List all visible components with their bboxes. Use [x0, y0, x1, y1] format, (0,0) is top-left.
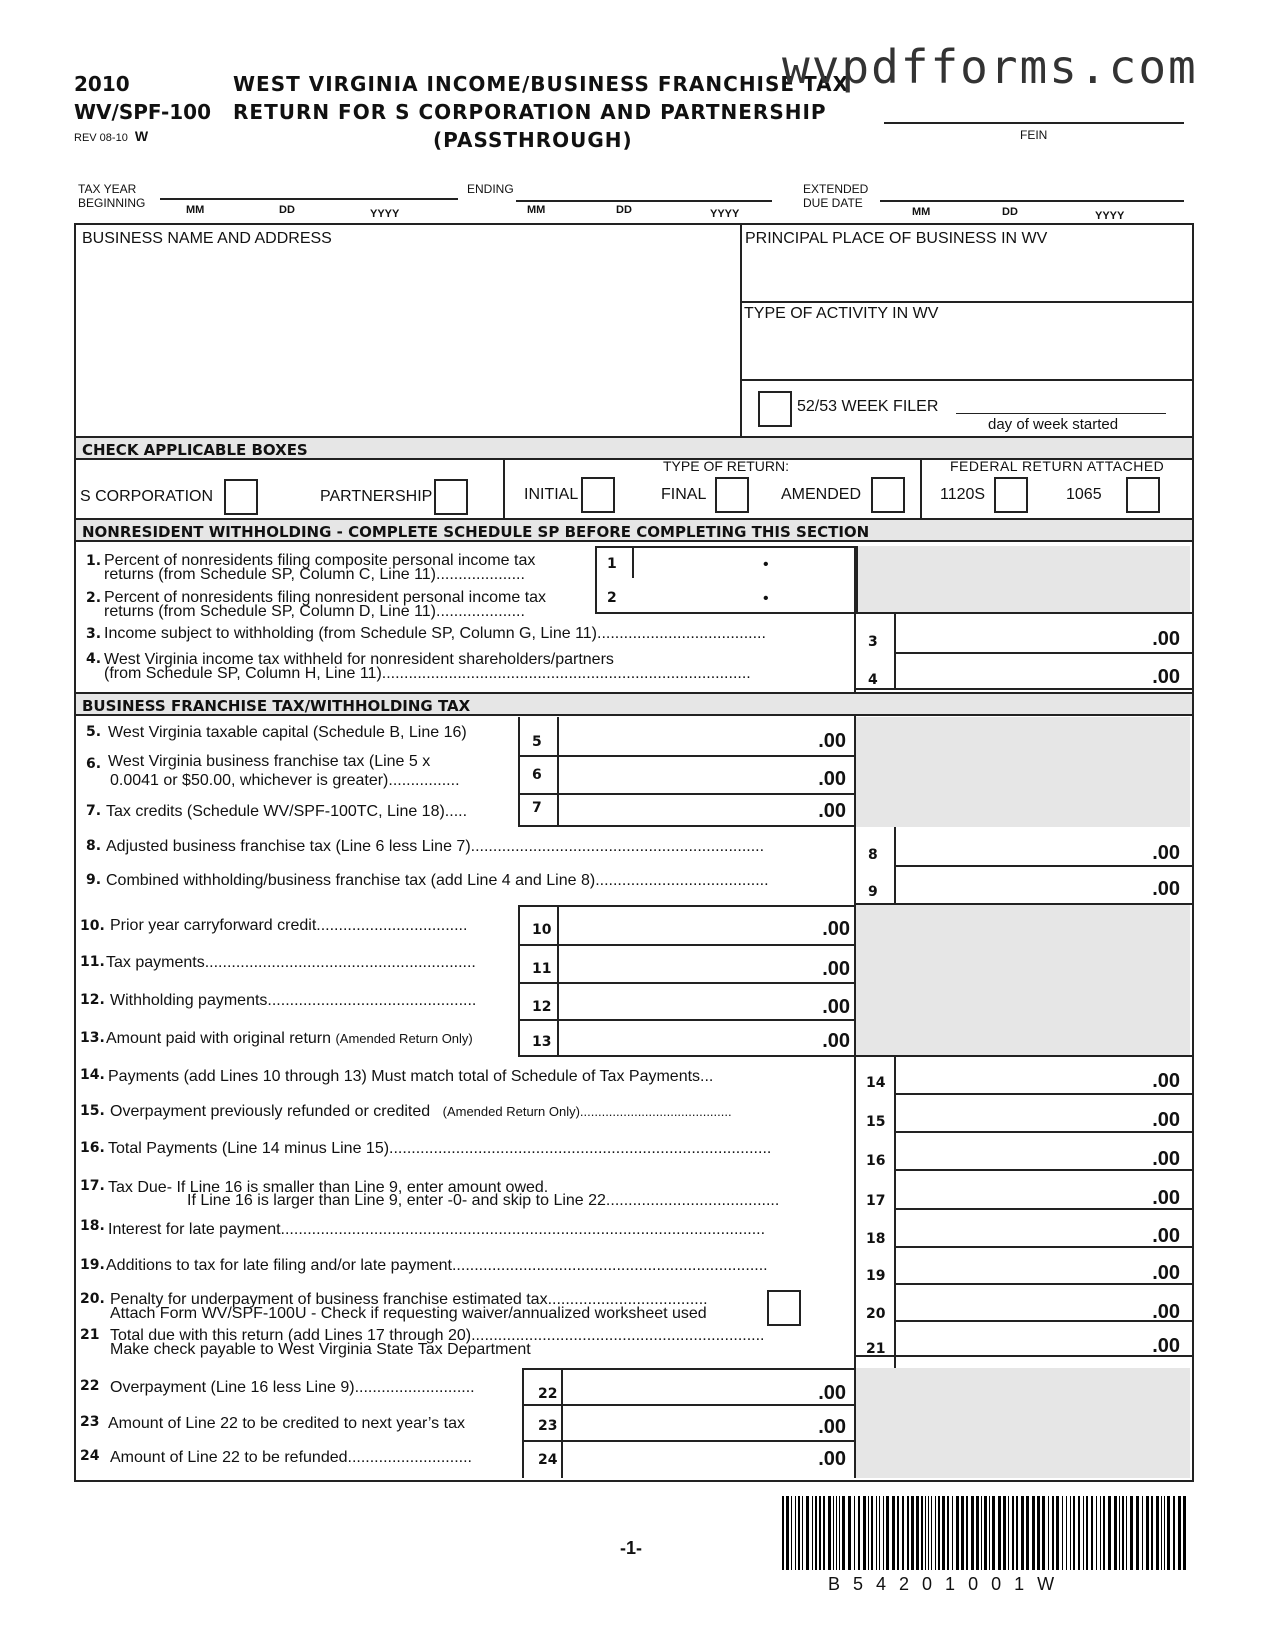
line-15-number: 15.	[80, 1103, 105, 1119]
line-17-text-cont: If Line 16 is larger than Line 9, enter -0- and skip to Line 22.......................................	[187, 1192, 780, 1209]
federal-return-label: FEDERAL RETURN ATTACHED	[950, 458, 1165, 474]
line-23-cents: .00	[818, 1416, 846, 1438]
line-24-cents: .00	[818, 1448, 846, 1470]
line-21-text-cont: Make check payable to West Virginia State Tax Department	[110, 1341, 531, 1358]
ending-dd: DD	[616, 204, 632, 216]
line-12-field[interactable]	[559, 984, 787, 1019]
line-19-field[interactable]	[896, 1248, 1118, 1283]
line-4-field[interactable]	[896, 654, 1118, 688]
line-8-field[interactable]	[896, 827, 1118, 865]
day-started-field[interactable]	[956, 397, 1166, 414]
final-checkbox[interactable]	[715, 477, 749, 513]
line-3-text: Income subject to withholding (from Schedule SP, Column G, Line 11)......................................	[104, 625, 766, 642]
line-11-cents: .00	[822, 958, 850, 980]
line-8-number: 8.	[86, 838, 102, 854]
line-16-number: 16.	[80, 1140, 105, 1156]
box-16-label: 16	[866, 1153, 886, 1169]
line-7-text: Tax credits (Schedule WV/SPF-100TC, Line 18).....	[106, 803, 468, 820]
line-14-cents: .00	[1152, 1070, 1180, 1092]
line-9-cents: .00	[1152, 878, 1180, 900]
initial-checkbox[interactable]	[581, 477, 615, 513]
box-17-label: 17	[866, 1193, 886, 1209]
line-8-cents: .00	[1152, 842, 1180, 864]
line-13-cents: .00	[822, 1030, 850, 1052]
day-started-label: day of week started	[988, 416, 1119, 433]
box-9-label: 9	[868, 884, 878, 900]
line-18-number: 18.	[80, 1218, 105, 1234]
f1120s-label: 1120S	[940, 486, 986, 503]
line-3-cents: .00	[1152, 628, 1180, 650]
extended-dd: DD	[1002, 206, 1018, 218]
watermark: wvpdfforms.com	[782, 40, 1198, 94]
beginning-mm: MM	[186, 204, 205, 216]
line-9-text: Combined withholding/business franchise tax (add Line 4 and Line 8).......................................	[106, 872, 769, 889]
s-corp-label: S CORPORATION	[80, 488, 214, 505]
line-21-cents: .00	[1152, 1335, 1180, 1357]
line-4-number: 4.	[86, 651, 102, 667]
box-23-label: 23	[538, 1418, 558, 1434]
line-17-text: Tax Due- If Line 16 is smaller than Line 9, enter amount owed.	[108, 1179, 549, 1196]
box-19-label: 19	[866, 1268, 886, 1284]
extended-label: EXTENDED	[803, 182, 869, 196]
amended-label: AMENDED	[781, 486, 862, 503]
title-line-3: (PASSTHROUGH)	[433, 128, 633, 152]
franchise-header: BUSINESS FRANCHISE TAX/WITHHOLDING TAX	[76, 692, 1192, 716]
box-6-label: 6	[532, 767, 542, 783]
line-4-cents: .00	[1152, 666, 1180, 688]
line-4-text: West Virginia income tax withheld for nonresident shareholders/partners	[104, 651, 614, 668]
line-9-number: 9.	[86, 872, 102, 888]
extended-due-date-field[interactable]	[880, 182, 1184, 202]
line-20-field[interactable]	[896, 1285, 1118, 1320]
partnership-checkbox[interactable]	[434, 479, 468, 515]
beginning-date-field[interactable]	[160, 180, 458, 200]
line-8-text: Adjusted business franchise tax (Line 6 less Line 7)..................................................................	[106, 838, 765, 855]
line-1-text-cont: returns (from Schedule SP, Column C, Line 11)....................	[104, 566, 525, 583]
line-6-field[interactable]	[559, 757, 785, 793]
box-3-label: 3	[868, 634, 878, 650]
box-15-label: 15	[866, 1114, 886, 1130]
fein-field[interactable]	[884, 102, 1184, 124]
barcode-text: B 5 4 2 0 1 0 0 1 W	[828, 1574, 1056, 1594]
line-18-cents: .00	[1152, 1225, 1180, 1247]
line-10-number: 10.	[80, 918, 105, 934]
box-20-label: 20	[866, 1306, 886, 1322]
check-boxes-header: CHECK APPLICABLE BOXES	[76, 436, 1192, 460]
line-2-decimal: •	[763, 590, 769, 607]
line-2-text: Percent of nonresidents filing nonresident personal income tax	[104, 589, 547, 606]
box-1-label: 1	[607, 556, 617, 572]
line-2-text-cont: returns (from Schedule SP, Column D, Line 11)....................	[104, 603, 525, 620]
nonresident-header: NONRESIDENT WITHHOLDING - COMPLETE SCHEDULE SP BEFORE COMPLETING THIS SECTION	[76, 518, 1192, 542]
line-21-field[interactable]	[896, 1322, 1118, 1355]
box-11-label: 11	[532, 961, 552, 977]
fein-label: FEIN	[1020, 128, 1048, 142]
line-23-text: Amount of Line 22 to be credited to next year’s tax	[108, 1415, 465, 1432]
ending-yyyy: YYYY	[710, 208, 740, 220]
line-18-text: Interest for late payment.............................................................................................................	[108, 1221, 766, 1238]
beginning-label: BEGINNING	[78, 196, 146, 210]
extended-yyyy: YYYY	[1095, 210, 1125, 222]
line-21-text: Total due with this return (add Lines 17 through 20)..................................................................	[110, 1327, 765, 1344]
principal-place-label: PRINCIPAL PLACE OF BUSINESS IN WV	[745, 230, 1048, 247]
line-15-text: Overpayment previously refunded or credited (Amended Return Only)..........................................	[110, 1103, 732, 1120]
beginning-yyyy: YYYY	[370, 208, 400, 220]
line-3-field[interactable]	[896, 614, 1118, 652]
box-7-label: 7	[532, 800, 542, 816]
box-4-label: 4	[868, 672, 878, 688]
amended-checkbox[interactable]	[871, 477, 905, 513]
line-6-text: West Virginia business franchise tax (Line 5 x	[108, 753, 431, 770]
line-15-cents: .00	[1152, 1109, 1180, 1131]
line-11-text: Tax payments.............................................................	[106, 954, 476, 971]
line-19-text: Additions to tax for late filing and/or late payment.......................................................................	[106, 1257, 768, 1274]
box-2-label: 2	[607, 590, 617, 606]
line-13-field[interactable]	[559, 1021, 787, 1055]
title-line-1: WEST VIRGINIA INCOME/BUSINESS FRANCHISE TAX	[233, 72, 850, 96]
week-filer-label: 52/53 WEEK FILER	[797, 398, 939, 415]
line-20-text-cont: Attach Form WV/SPF-100U - Check if requesting waiver/annualized worksheet used	[110, 1305, 707, 1322]
revision-label: REV 08-10 W	[74, 128, 149, 144]
box-13-label: 13	[532, 1034, 552, 1050]
box-21-label: 21	[866, 1341, 886, 1357]
line-5-number: 5.	[86, 724, 102, 740]
line-7-cents: .00	[818, 800, 846, 822]
f1065-checkbox[interactable]	[1126, 477, 1160, 513]
line-6-text-cont: 0.0041 or $50.00, whichever is greater)................	[110, 772, 460, 789]
line-22-cents: .00	[818, 1382, 846, 1404]
line-12-cents: .00	[822, 996, 850, 1018]
line-10-field[interactable]	[559, 907, 787, 944]
line-9-field[interactable]	[896, 867, 1118, 903]
extended-mm: MM	[912, 206, 931, 218]
type-of-return-label: TYPE OF RETURN:	[663, 458, 790, 474]
ending-date-field[interactable]	[516, 182, 772, 202]
line-11-field[interactable]	[559, 946, 787, 982]
business-name-label: BUSINESS NAME AND ADDRESS	[82, 230, 332, 247]
box-22-label: 22	[538, 1386, 558, 1402]
line-23-field[interactable]	[563, 1406, 785, 1440]
box-5-label: 5	[532, 734, 542, 750]
line-6-cents: .00	[818, 768, 846, 790]
line-7-field[interactable]	[559, 795, 785, 825]
beginning-dd: DD	[279, 204, 295, 216]
line-1-number: 1.	[86, 553, 102, 569]
line-14-text: Payments (add Lines 10 through 13) Must match total of Schedule of Tax Payments...	[108, 1068, 714, 1085]
line-5-field[interactable]	[559, 717, 785, 755]
activity-label: TYPE OF ACTIVITY IN WV	[744, 305, 939, 322]
line-2-field[interactable]	[595, 578, 858, 614]
form-id: WV/SPF-100	[74, 100, 212, 124]
box-24-label: 24	[538, 1452, 558, 1468]
box-10-label: 10	[532, 922, 552, 938]
due-date-label: DUE DATE	[803, 196, 863, 210]
line-2-number: 2.	[86, 590, 102, 606]
line-16-text: Total Payments (Line 14 minus Line 15)......................................................................................	[108, 1140, 772, 1157]
line-22-field[interactable]	[563, 1370, 785, 1404]
line-19-cents: .00	[1152, 1262, 1180, 1284]
line-12-text: Withholding payments...............................................	[110, 992, 477, 1009]
line-3-number: 3.	[86, 626, 102, 642]
box-12-label: 12	[532, 999, 552, 1015]
line-14-field[interactable]	[896, 1057, 1118, 1093]
ending-mm: MM	[527, 204, 546, 216]
line-24-number: 24	[80, 1448, 100, 1464]
line-22-text: Overpayment (Line 16 less Line 9)...........................	[110, 1379, 475, 1396]
line-1-field[interactable]	[595, 546, 858, 582]
f1120s-checkbox[interactable]	[994, 477, 1028, 513]
box-18-label: 18	[866, 1231, 886, 1247]
ending-label: ENDING	[467, 182, 514, 196]
line-22-number: 22	[80, 1378, 100, 1394]
line-19-number: 19.	[80, 1257, 105, 1273]
title-line-2: RETURN FOR S CORPORATION AND PARTNERSHIP	[233, 100, 827, 124]
final-label: FINAL	[661, 486, 707, 503]
line-13-number: 13.	[80, 1030, 105, 1046]
line-18-field[interactable]	[896, 1210, 1118, 1246]
line-21-number: 21	[80, 1327, 100, 1343]
line-20-number: 20.	[80, 1291, 105, 1307]
line-20-waiver-checkbox[interactable]	[767, 1290, 801, 1326]
line-5-cents: .00	[818, 730, 846, 752]
line-15-field[interactable]	[896, 1095, 1118, 1131]
barcode	[782, 1496, 1192, 1570]
line-1-decimal: •	[763, 556, 769, 573]
line-1-text: Percent of nonresidents filing composite personal income tax	[104, 552, 536, 569]
line-7-number: 7.	[86, 803, 102, 819]
line-11-number: 11.	[80, 954, 105, 970]
line-14-number: 14.	[80, 1067, 105, 1083]
line-23-number: 23	[80, 1414, 100, 1430]
line-20-cents: .00	[1152, 1301, 1180, 1323]
line-4-text-cont: (from Schedule SP, Column H, Line 11)...................................................................................	[104, 665, 751, 682]
week-filer-checkbox[interactable]	[758, 391, 792, 427]
s-corp-checkbox[interactable]	[224, 479, 258, 515]
line-12-number: 12.	[80, 992, 105, 1008]
box-14-label: 14	[866, 1075, 886, 1091]
line-10-text: Prior year carryforward credit..................................	[110, 917, 468, 934]
partnership-label: PARTNERSHIP	[320, 488, 433, 505]
line-16-cents: .00	[1152, 1148, 1180, 1170]
line-17-field[interactable]	[896, 1171, 1118, 1208]
line-20-text: Penalty for underpayment of business franchise estimated tax....................................	[110, 1291, 708, 1308]
tax-year-label: TAX YEAR	[78, 182, 137, 196]
line-6-number: 6.	[86, 756, 102, 772]
line-16-field[interactable]	[896, 1133, 1118, 1169]
box-8-label: 8	[868, 847, 878, 863]
f1065-label: 1065	[1066, 486, 1102, 503]
page-number: -1-	[620, 1538, 642, 1558]
line-17-cents: .00	[1152, 1187, 1180, 1209]
form-year: 2010	[74, 72, 130, 96]
line-24-text: Amount of Line 22 to be refunded............................	[110, 1449, 472, 1466]
line-17-number: 17.	[80, 1178, 105, 1194]
line-24-field[interactable]	[563, 1442, 785, 1476]
line-10-cents: .00	[822, 918, 850, 940]
line-13-text: Amount paid with original return (Amended Return Only)	[106, 1030, 473, 1047]
line-5-text: West Virginia taxable capital (Schedule B, Line 16)	[108, 724, 467, 741]
initial-label: INITIAL	[524, 486, 579, 503]
